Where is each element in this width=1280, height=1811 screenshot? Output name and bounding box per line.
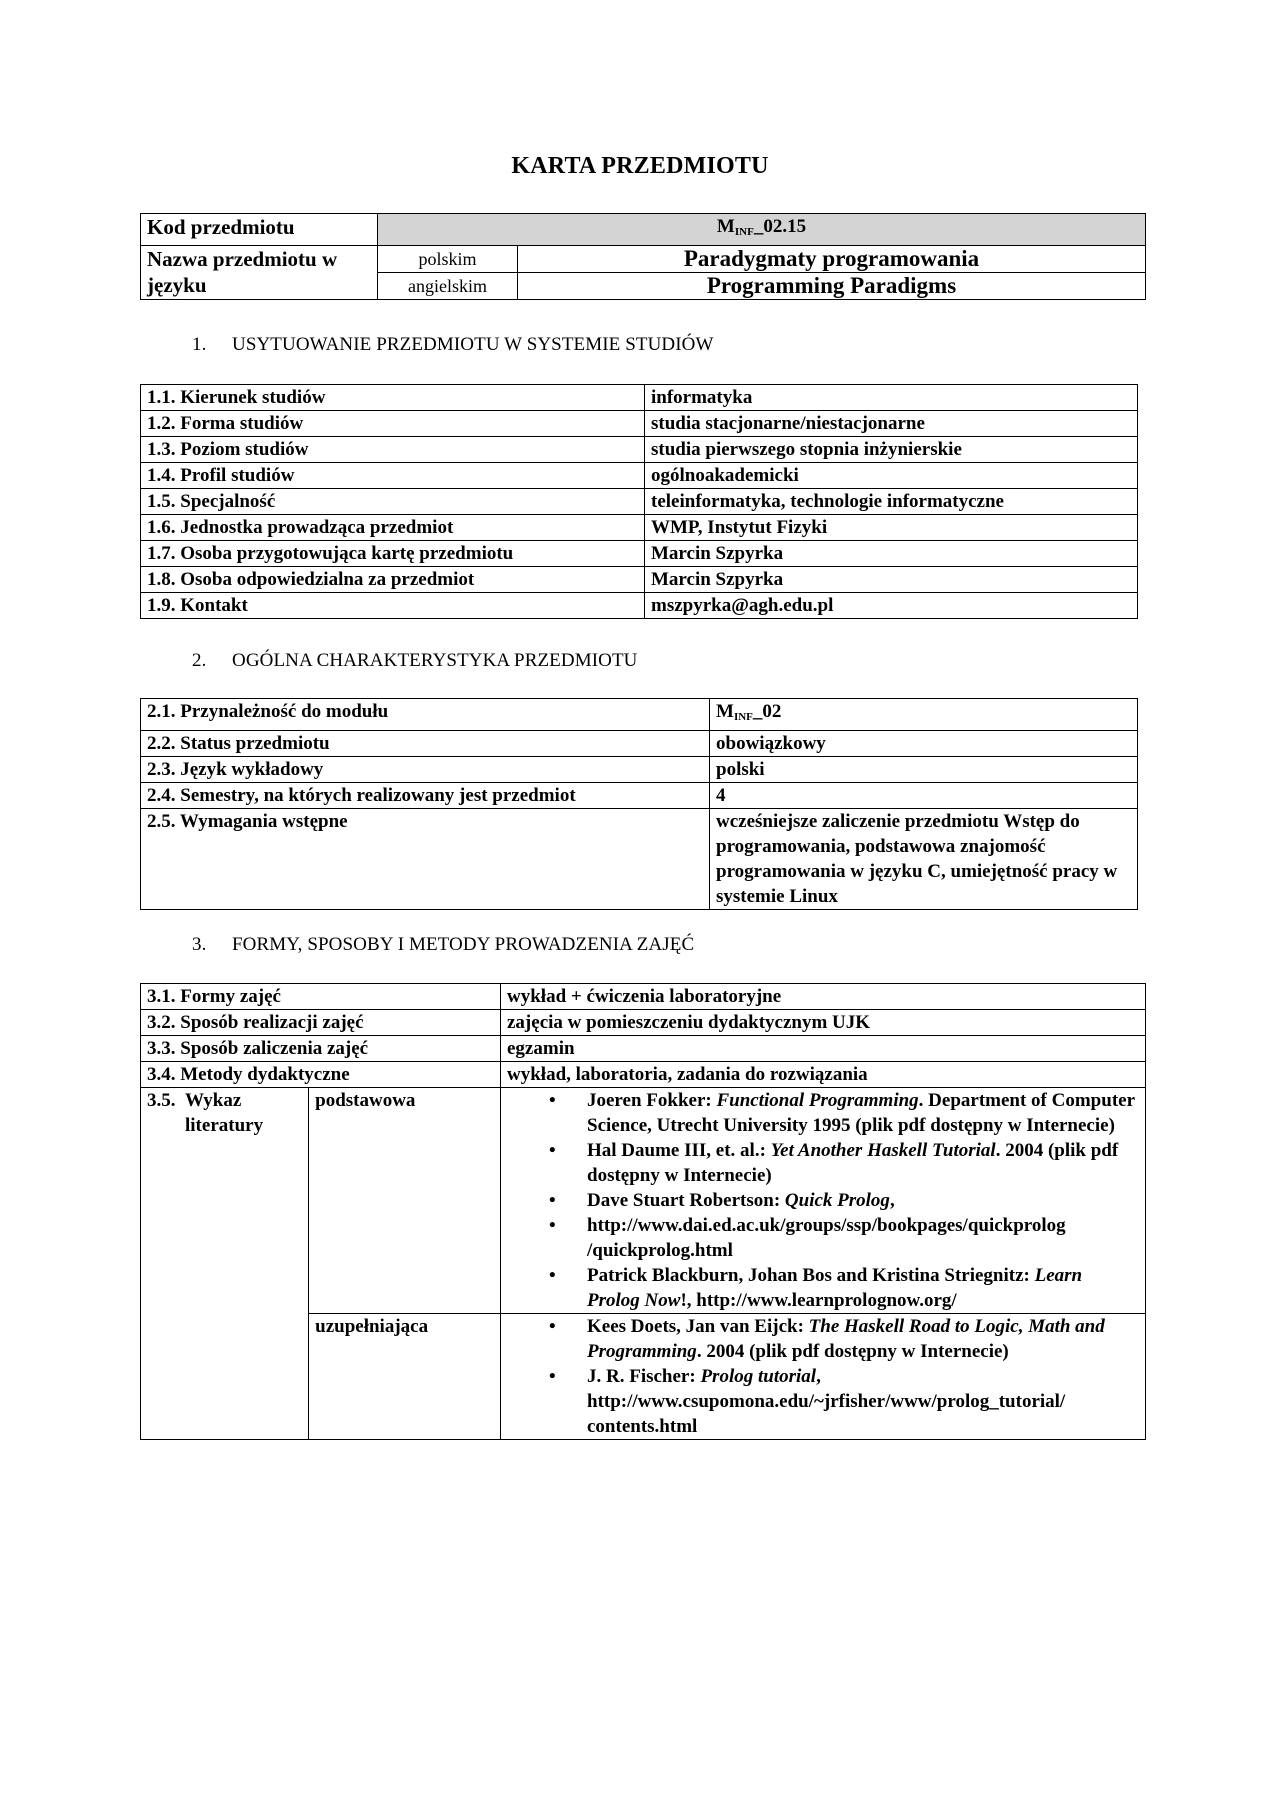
name-en: Programming Paradigms xyxy=(518,273,1146,300)
table-row xyxy=(141,411,1138,437)
row-key: 1.2. Forma studiów xyxy=(141,411,645,437)
basic-literature xyxy=(501,1088,1146,1314)
table-row xyxy=(141,541,1138,567)
row-value: ogólnoakademicki xyxy=(645,463,1138,489)
list-item xyxy=(587,1364,1139,1439)
row-value: egzamin xyxy=(501,1036,1146,1062)
row-value: WMP, Instytut Fizyki xyxy=(645,515,1138,541)
table-row xyxy=(141,567,1138,593)
table-row xyxy=(141,984,1146,1010)
literature-list xyxy=(507,1314,1139,1439)
table-row xyxy=(141,783,1138,809)
module-value: $M_{INF}\_02$ xyxy=(710,699,1138,731)
row-value: polski xyxy=(710,757,1138,783)
row-value: zajęcia w pomieszczeniu dydaktycznym UJK xyxy=(501,1010,1146,1036)
table-row xyxy=(141,699,1138,731)
table-row xyxy=(141,515,1138,541)
row-key: 1.4. Profil studiów xyxy=(141,463,645,489)
book-title: Learn Prolog Now xyxy=(587,1265,1083,1311)
section1-heading: 1. USYTUOWANIE PRZEDMIOTU W SYSTEMIE STUDIÓW xyxy=(192,334,714,355)
lang-en-label: angielskim xyxy=(378,273,518,300)
lang-pl-label: polskim xyxy=(378,246,518,273)
row-key: 2.4. Semestry, na których realizowany jest przedmiot xyxy=(141,783,710,809)
row-key: 1.7. Osoba przygotowująca kartę przedmiotu xyxy=(141,541,645,567)
citation-text: http://www.dai.ed.ac.uk/groups/ssp/bookpages/quickprolog /quickprolog.html xyxy=(587,1215,1066,1261)
table-row xyxy=(141,757,1138,783)
table-row xyxy=(141,489,1138,515)
literature-row xyxy=(141,1088,1146,1314)
literature-list xyxy=(507,1088,1139,1313)
row-key: 1.6. Jednostka prowadząca przedmiot xyxy=(141,515,645,541)
citation-text: !, http://www.learnprolognow.org/ xyxy=(680,1290,957,1311)
citation-text: . 2004 (plik pdf dostępny w Internecie) xyxy=(696,1341,1009,1362)
row-value: wykład, laboratoria, zadania do rozwiązania xyxy=(501,1062,1146,1088)
list-item xyxy=(587,1088,1139,1138)
list-item xyxy=(587,1213,1139,1263)
supplementary-label: uzupełniająca xyxy=(309,1314,501,1440)
book-title: Functional Programming xyxy=(716,1090,919,1111)
table-row xyxy=(141,463,1138,489)
row-value: studia stacjonarne/niestacjonarne xyxy=(645,411,1138,437)
section2-heading: 2. OGÓLNA CHARAKTERYSTYKA PRZEDMIOTU xyxy=(192,650,638,671)
table-row xyxy=(141,385,1138,411)
book-title: Yet Another Haskell Tutorial xyxy=(770,1140,996,1161)
book-title: Quick Prolog xyxy=(784,1190,890,1211)
book-title: Prolog tutorial xyxy=(700,1366,817,1387)
row-value: teleinformatyka, technologie informatyczne xyxy=(645,489,1138,515)
row-key: 1.5. Specjalność xyxy=(141,489,645,515)
code-row xyxy=(141,214,1146,246)
name-pl: Paradygmaty programowania xyxy=(518,246,1146,273)
citation-text: J. R. Fischer: xyxy=(587,1366,701,1387)
citation-text: , xyxy=(889,1190,895,1211)
table-row xyxy=(141,593,1138,619)
literature-label: 3.5. Wykaz literatury xyxy=(141,1088,309,1440)
row-value: informatyka xyxy=(645,385,1138,411)
row-key: 1.1. Kierunek studiów xyxy=(141,385,645,411)
row-value: 4 xyxy=(710,783,1138,809)
course-header-table xyxy=(140,213,1146,300)
course-code: $M_{INF}\_02.15$ xyxy=(378,214,1146,246)
book-title: The Haskell Road to Logic, Math and Programming xyxy=(587,1316,1105,1362)
row-key: 3.1. Formy zajęć xyxy=(141,984,501,1010)
row-value: obowiązkowy xyxy=(710,731,1138,757)
supplementary-literature xyxy=(501,1314,1146,1440)
table-row xyxy=(141,437,1138,463)
section1-table xyxy=(140,384,1138,619)
citation-text: , http://www.csupomona.edu/~jrfisher/www/prolog_tutorial/ contents.html xyxy=(587,1366,1066,1437)
row-key: 1.3. Poziom studiów xyxy=(141,437,645,463)
row-value: mszpyrka@agh.edu.pl xyxy=(645,593,1138,619)
row-value: studia pierwszego stopnia inżynierskie xyxy=(645,437,1138,463)
row-key: 3.4. Metody dydaktyczne xyxy=(141,1062,501,1088)
citation-text: Hal Daume III, et. al.: xyxy=(587,1140,771,1161)
section3-heading: 3. FORMY, SPOSOBY I METODY PROWADZENIA ZAJĘĆ xyxy=(192,934,695,955)
citation-text: . 2004 (plik pdf dostępny w Internecie) xyxy=(587,1140,1119,1186)
row-key: 1.9. Kontakt xyxy=(141,593,645,619)
citation-text: Patrick Blackburn, Johan Bos and Kristina Striegnitz: xyxy=(587,1265,1035,1286)
table-row xyxy=(141,1010,1146,1036)
row-key: 1.8. Osoba odpowiedzialna za przedmiot xyxy=(141,567,645,593)
name-label: Nazwa przedmiotu w języku xyxy=(141,246,378,300)
citation-text: Joeren Fokker: xyxy=(587,1090,717,1111)
row-key: 3.2. Sposób realizacji zajęć xyxy=(141,1010,501,1036)
list-item xyxy=(587,1188,1139,1213)
row-value: wcześniejsze zaliczenie przedmiotu Wstęp do programowania, podstawowa znajomość programowania w języku C, umiejętność pracy w systemie Linux xyxy=(710,809,1138,910)
table-row xyxy=(141,731,1138,757)
row-key: 2.5. Wymagania wstępne xyxy=(141,809,710,910)
table-row xyxy=(141,1062,1146,1088)
row-value: Marcin Szpyrka xyxy=(645,567,1138,593)
module-key: 2.1. Przynależność do modułu xyxy=(141,699,710,731)
citation-text: Dave Stuart Robertson: xyxy=(587,1190,785,1211)
row-key: 2.2. Status przedmiotu xyxy=(141,731,710,757)
code-label: Kod przedmiotu xyxy=(141,214,378,246)
table-row xyxy=(141,1036,1146,1062)
row-key: 2.3. Język wykładowy xyxy=(141,757,710,783)
section2-table xyxy=(140,698,1138,910)
page-title: KARTA PRZEDMIOTU xyxy=(511,153,769,179)
basic-label: podstawowa xyxy=(309,1088,501,1314)
citation-text: Kees Doets, Jan van Eijck: xyxy=(587,1316,809,1337)
section3-table xyxy=(140,983,1146,1440)
table-row xyxy=(141,809,1138,910)
list-item xyxy=(587,1138,1139,1188)
row-value: wykład + ćwiczenia laboratoryjne xyxy=(501,984,1146,1010)
list-item xyxy=(587,1263,1139,1313)
row-key: 3.3. Sposób zaliczenia zajęć xyxy=(141,1036,501,1062)
citation-text: . Department of Computer Science, Utrecht University 1995 (plik pdf dostępny w Internecie) xyxy=(587,1090,1135,1136)
list-item xyxy=(587,1314,1139,1364)
row-value: Marcin Szpyrka xyxy=(645,541,1138,567)
name-pl-row xyxy=(141,246,1146,273)
